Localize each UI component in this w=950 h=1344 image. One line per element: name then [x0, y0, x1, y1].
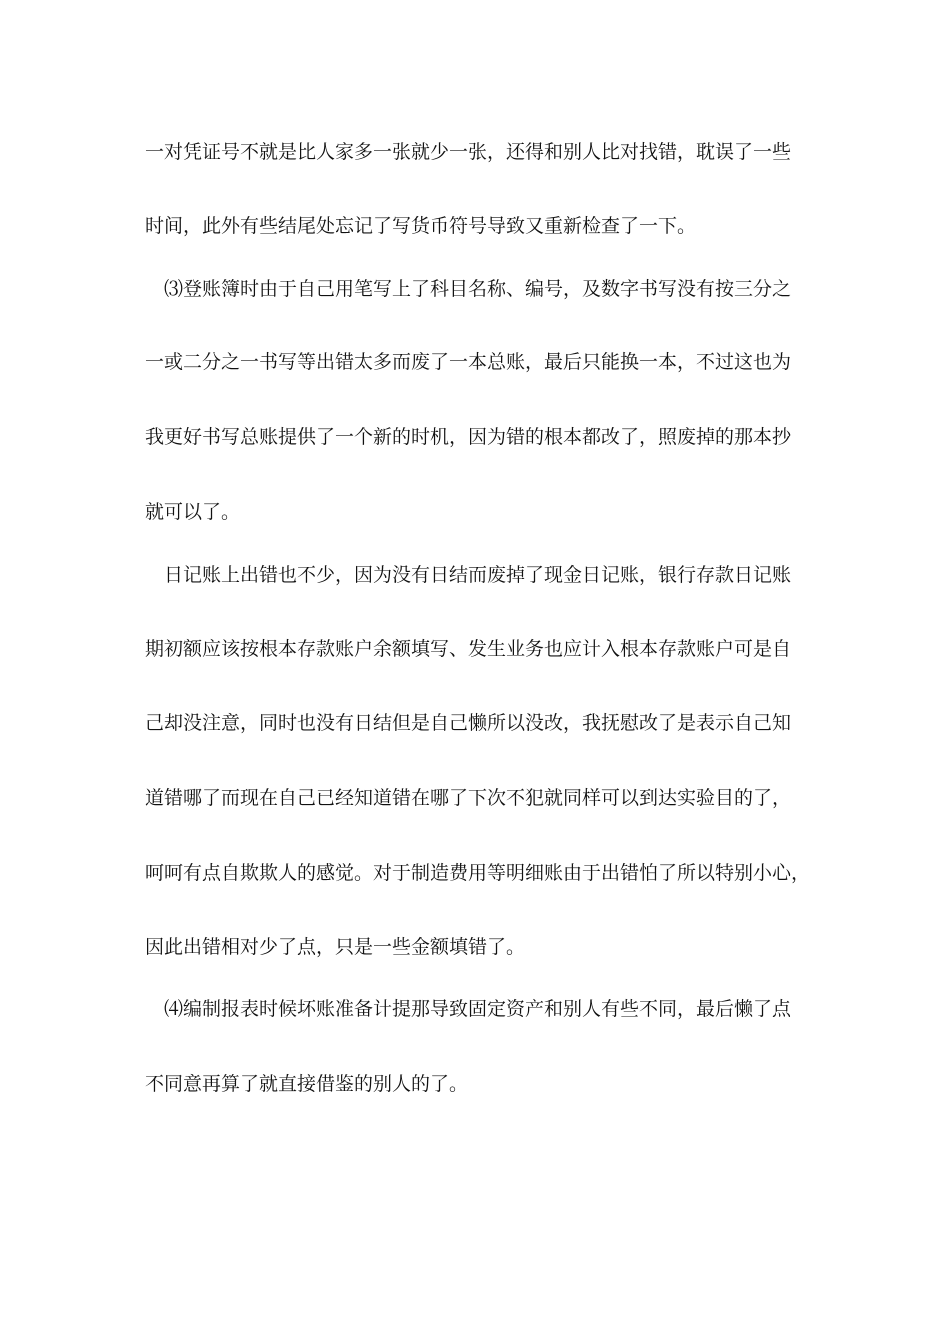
- text-line: 就可以了。: [145, 501, 241, 523]
- text-line: 一对凭证号不就是比人家多一张就少一张，还得和别人比对找错，耽误了一些: [145, 141, 792, 163]
- text-line-indented: 日记账上出错也不少，因为没有日结而废掉了现金日记账，银行存款日记账: [164, 564, 792, 586]
- text-line-numbered: ⑷编制报表时候坏账准备计提那导致固定资产和别人有些不同，最后懒了点: [164, 998, 792, 1020]
- text-line: 呵呵有点自欺欺人的感觉。对于制造费用等明细账由于出错怕了所以特别小心，: [145, 862, 811, 884]
- text-line: 时间，此外有些结尾处忘记了写货币符号导致又重新检查了一下。: [145, 215, 697, 237]
- text-line: 己却没注意，同时也没有日结但是自己懒所以没改，我抚慰改了是表示自己知: [145, 712, 792, 734]
- text-line: 因此出错相对少了点，只是一些金额填错了。: [145, 936, 526, 958]
- text-line: 道错哪了而现在自己已经知道错在哪了下次不犯就同样可以到达实验目的了，: [145, 787, 792, 809]
- text-line: 一或二分之一书写等出错太多而废了一本总账，最后只能换一本，不过这也为: [145, 351, 792, 373]
- text-line: 期初额应该按根本存款账户余额填写、发生业务也应计入根本存款账户可是自: [145, 638, 792, 660]
- text-line-numbered: ⑶登账簿时由于自己用笔写上了科目名称、编号，及数字书写没有按三分之: [164, 278, 792, 300]
- text-line: 不同意再算了就直接借鉴的别人的了。: [145, 1073, 469, 1095]
- text-line: 我更好书写总账提供了一个新的时机，因为错的根本都改了，照废掉的那本抄: [145, 426, 792, 448]
